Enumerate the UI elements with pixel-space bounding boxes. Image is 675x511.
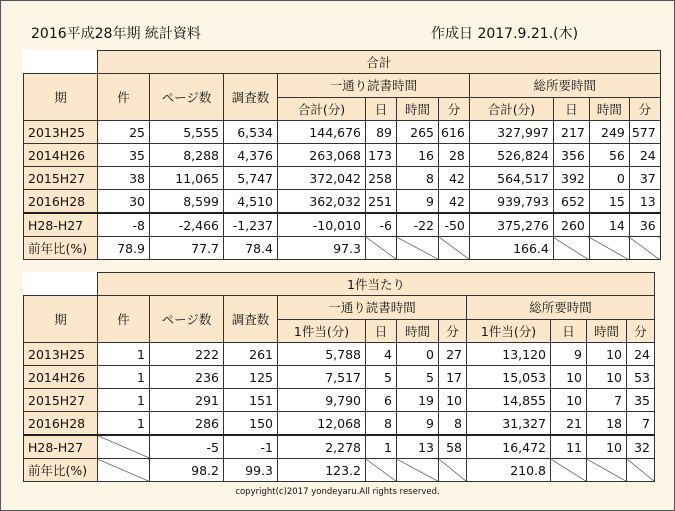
empty-cell	[629, 237, 660, 260]
row-label: 2014H26	[24, 144, 98, 167]
value-cell: 210.8	[467, 459, 551, 482]
value-cell: 9	[397, 412, 439, 436]
value-cell: 144,676	[278, 121, 366, 144]
value-cell: 8	[397, 167, 439, 190]
row-label: H28-H27	[24, 435, 98, 459]
row-label: 2015H27	[24, 389, 98, 412]
value-cell: 939,793	[469, 190, 553, 214]
value-cell: 7	[627, 412, 655, 436]
row-label: 2013H25	[24, 343, 98, 366]
value-cell: 260	[553, 213, 589, 237]
subheader: 時間	[587, 319, 627, 343]
header-reading-time: 一通り読書時間	[278, 74, 470, 98]
subheader: 時間	[397, 97, 439, 121]
subheader: 分	[439, 319, 467, 343]
empty-cell	[98, 435, 150, 459]
subheader: 日	[366, 97, 397, 121]
sheet-title: 2016平成28年期 統計資料	[31, 26, 201, 42]
group-header: 1件当たり	[98, 273, 655, 296]
table-row	[24, 412, 655, 436]
value-cell: 8,288	[150, 144, 224, 167]
subheader: 合計(分)	[278, 97, 366, 121]
header-survey: 調査数	[224, 296, 278, 343]
value-cell: 123.2	[278, 459, 366, 482]
value-cell: 13	[397, 435, 439, 459]
value-cell: -10,010	[278, 213, 366, 237]
value-cell: 5	[397, 366, 439, 389]
value-cell: 36	[629, 213, 660, 237]
value-cell: 21	[551, 412, 587, 436]
table-row	[24, 144, 661, 167]
value-cell: 98.2	[150, 459, 224, 482]
empty-cell	[439, 459, 467, 482]
value-cell: 27	[439, 343, 467, 366]
value-cell: 12,068	[278, 412, 366, 436]
empty-cell	[366, 459, 397, 482]
value-cell: 58	[439, 435, 467, 459]
row-label: 2013H25	[24, 121, 98, 144]
header-pages: ページ数	[150, 74, 224, 121]
value-cell: 1	[98, 412, 150, 436]
value-cell: 18	[587, 412, 627, 436]
value-cell: 564,517	[469, 167, 553, 190]
value-cell: 16	[397, 144, 439, 167]
value-cell: 249	[589, 121, 629, 144]
value-cell: 42	[439, 167, 470, 190]
row-label: H28-H27	[24, 213, 98, 237]
table-row	[24, 435, 655, 459]
value-cell: 9	[551, 343, 587, 366]
subheader: 時間	[397, 319, 439, 343]
value-cell: 4,510	[224, 190, 278, 214]
subheader: 合計(分)	[469, 97, 553, 121]
value-cell: 10	[587, 435, 627, 459]
value-cell: 35	[98, 144, 150, 167]
value-cell: 35	[627, 389, 655, 412]
subheader: 1件当(分)	[278, 319, 366, 343]
row-label: 2016H28	[24, 412, 98, 436]
value-cell: 97.3	[278, 237, 366, 260]
value-cell: 1	[98, 389, 150, 412]
value-cell: 261	[224, 343, 278, 366]
subheader: 分	[627, 319, 655, 343]
empty-cell	[553, 237, 589, 260]
value-cell: 13	[629, 190, 660, 214]
value-cell: 327,997	[469, 121, 553, 144]
value-cell: -5	[150, 435, 224, 459]
value-cell: 10	[551, 389, 587, 412]
empty-cell	[98, 459, 150, 482]
value-cell: 24	[627, 343, 655, 366]
value-cell: 5,747	[224, 167, 278, 190]
table-row	[24, 167, 661, 190]
value-cell: 222	[150, 343, 224, 366]
value-cell: 32	[627, 435, 655, 459]
value-cell: 15,053	[467, 366, 551, 389]
value-cell: 4	[366, 343, 397, 366]
table-row	[24, 389, 655, 412]
value-cell: 37	[629, 167, 660, 190]
value-cell: 11,065	[150, 167, 224, 190]
empty-cell	[366, 237, 397, 260]
value-cell: 150	[224, 412, 278, 436]
value-cell: 577	[629, 121, 660, 144]
subheader: 1件当(分)	[467, 319, 551, 343]
value-cell: 4,376	[224, 144, 278, 167]
value-cell: 5,555	[150, 121, 224, 144]
value-cell: 10	[587, 343, 627, 366]
value-cell: 6,534	[224, 121, 278, 144]
value-cell: 526,824	[469, 144, 553, 167]
value-cell: 31,327	[467, 412, 551, 436]
value-cell: 78.4	[224, 237, 278, 260]
value-cell: 14,855	[467, 389, 551, 412]
value-cell: 173	[366, 144, 397, 167]
empty-cell	[551, 459, 587, 482]
value-cell: 78.9	[98, 237, 150, 260]
value-cell: 5	[366, 366, 397, 389]
value-cell: 356	[553, 144, 589, 167]
value-cell: 38	[98, 167, 150, 190]
table-row	[24, 237, 661, 260]
value-cell: 258	[366, 167, 397, 190]
value-cell: 13,120	[467, 343, 551, 366]
value-cell: 1	[98, 343, 150, 366]
value-cell: 236	[150, 366, 224, 389]
empty-cell	[589, 237, 629, 260]
header-pages: ページ数	[150, 296, 224, 343]
header-count: 件	[98, 74, 150, 121]
value-cell: 0	[397, 343, 439, 366]
value-cell: 15	[589, 190, 629, 214]
value-cell: 25	[98, 121, 150, 144]
value-cell: 17	[439, 366, 467, 389]
subheader: 日	[551, 319, 587, 343]
row-label: 2016H28	[24, 190, 98, 214]
group-header: 合計	[98, 51, 661, 74]
subheader: 時間	[589, 97, 629, 121]
value-cell: 77.7	[150, 237, 224, 260]
value-cell: 652	[553, 190, 589, 214]
value-cell: 10	[551, 366, 587, 389]
subheader: 日	[366, 319, 397, 343]
value-cell: 42	[439, 190, 470, 214]
subheader: 分	[439, 97, 470, 121]
table-row	[24, 121, 661, 144]
empty-cell	[439, 237, 470, 260]
value-cell: 11	[551, 435, 587, 459]
value-cell: 217	[553, 121, 589, 144]
value-cell: 16,472	[467, 435, 551, 459]
totals-table	[23, 50, 661, 260]
row-label: 2015H27	[24, 167, 98, 190]
value-cell: 2,278	[278, 435, 366, 459]
value-cell: 166.4	[469, 237, 553, 260]
value-cell: 6	[366, 389, 397, 412]
row-label: 前年比(%)	[24, 459, 98, 482]
value-cell: 1	[98, 366, 150, 389]
value-cell: 19	[397, 389, 439, 412]
value-cell: -1,237	[224, 213, 278, 237]
value-cell: -1	[224, 435, 278, 459]
row-label: 2014H26	[24, 366, 98, 389]
header-total-time: 総所要時間	[469, 74, 660, 98]
value-cell: 5,788	[278, 343, 366, 366]
value-cell: 251	[366, 190, 397, 214]
subheader: 分	[629, 97, 660, 121]
value-cell: -22	[397, 213, 439, 237]
header-term: 期	[24, 296, 98, 343]
value-cell: 10	[587, 366, 627, 389]
value-cell: 286	[150, 412, 224, 436]
empty-cell	[587, 459, 627, 482]
copyright-notice: copyright(c)2017 yondeyaru.All rights reserved.	[235, 487, 440, 497]
table-row	[24, 190, 661, 214]
value-cell: 7,517	[278, 366, 366, 389]
header-count: 件	[98, 296, 150, 343]
value-cell: -8	[98, 213, 150, 237]
table-row	[24, 366, 655, 389]
value-cell: 28	[439, 144, 470, 167]
header-reading-time: 一通り読書時間	[278, 296, 467, 320]
value-cell: -6	[366, 213, 397, 237]
value-cell: 263,068	[278, 144, 366, 167]
value-cell: 10	[439, 389, 467, 412]
value-cell: 362,032	[278, 190, 366, 214]
value-cell: 8	[366, 412, 397, 436]
value-cell: 24	[629, 144, 660, 167]
value-cell: 9	[397, 190, 439, 214]
table-row	[24, 213, 661, 237]
created-date: 作成日 2017.9.21.(木)	[431, 26, 579, 42]
value-cell: 616	[439, 121, 470, 144]
value-cell: 99.3	[224, 459, 278, 482]
value-cell: 89	[366, 121, 397, 144]
value-cell: -2,466	[150, 213, 224, 237]
value-cell: 7	[587, 389, 627, 412]
value-cell: 14	[589, 213, 629, 237]
header-total-time: 総所要時間	[467, 296, 655, 320]
value-cell: 375,276	[469, 213, 553, 237]
value-cell: 265	[397, 121, 439, 144]
value-cell: 53	[627, 366, 655, 389]
value-cell: 8,599	[150, 190, 224, 214]
value-cell: 9,790	[278, 389, 366, 412]
value-cell: 1	[366, 435, 397, 459]
header-survey: 調査数	[224, 74, 278, 121]
value-cell: 125	[224, 366, 278, 389]
empty-cell	[397, 459, 439, 482]
value-cell: 151	[224, 389, 278, 412]
value-cell: 0	[589, 167, 629, 190]
empty-cell	[627, 459, 655, 482]
value-cell: 392	[553, 167, 589, 190]
empty-cell	[397, 237, 439, 260]
value-cell: 372,042	[278, 167, 366, 190]
header-term: 期	[24, 74, 98, 121]
value-cell: 8	[439, 412, 467, 436]
table-row	[24, 343, 655, 366]
value-cell: 291	[150, 389, 224, 412]
value-cell: 30	[98, 190, 150, 214]
subheader: 日	[553, 97, 589, 121]
value-cell: -50	[439, 213, 470, 237]
table-row	[24, 459, 655, 482]
value-cell: 56	[589, 144, 629, 167]
row-label: 前年比(%)	[24, 237, 98, 260]
per-item-table	[23, 272, 655, 482]
